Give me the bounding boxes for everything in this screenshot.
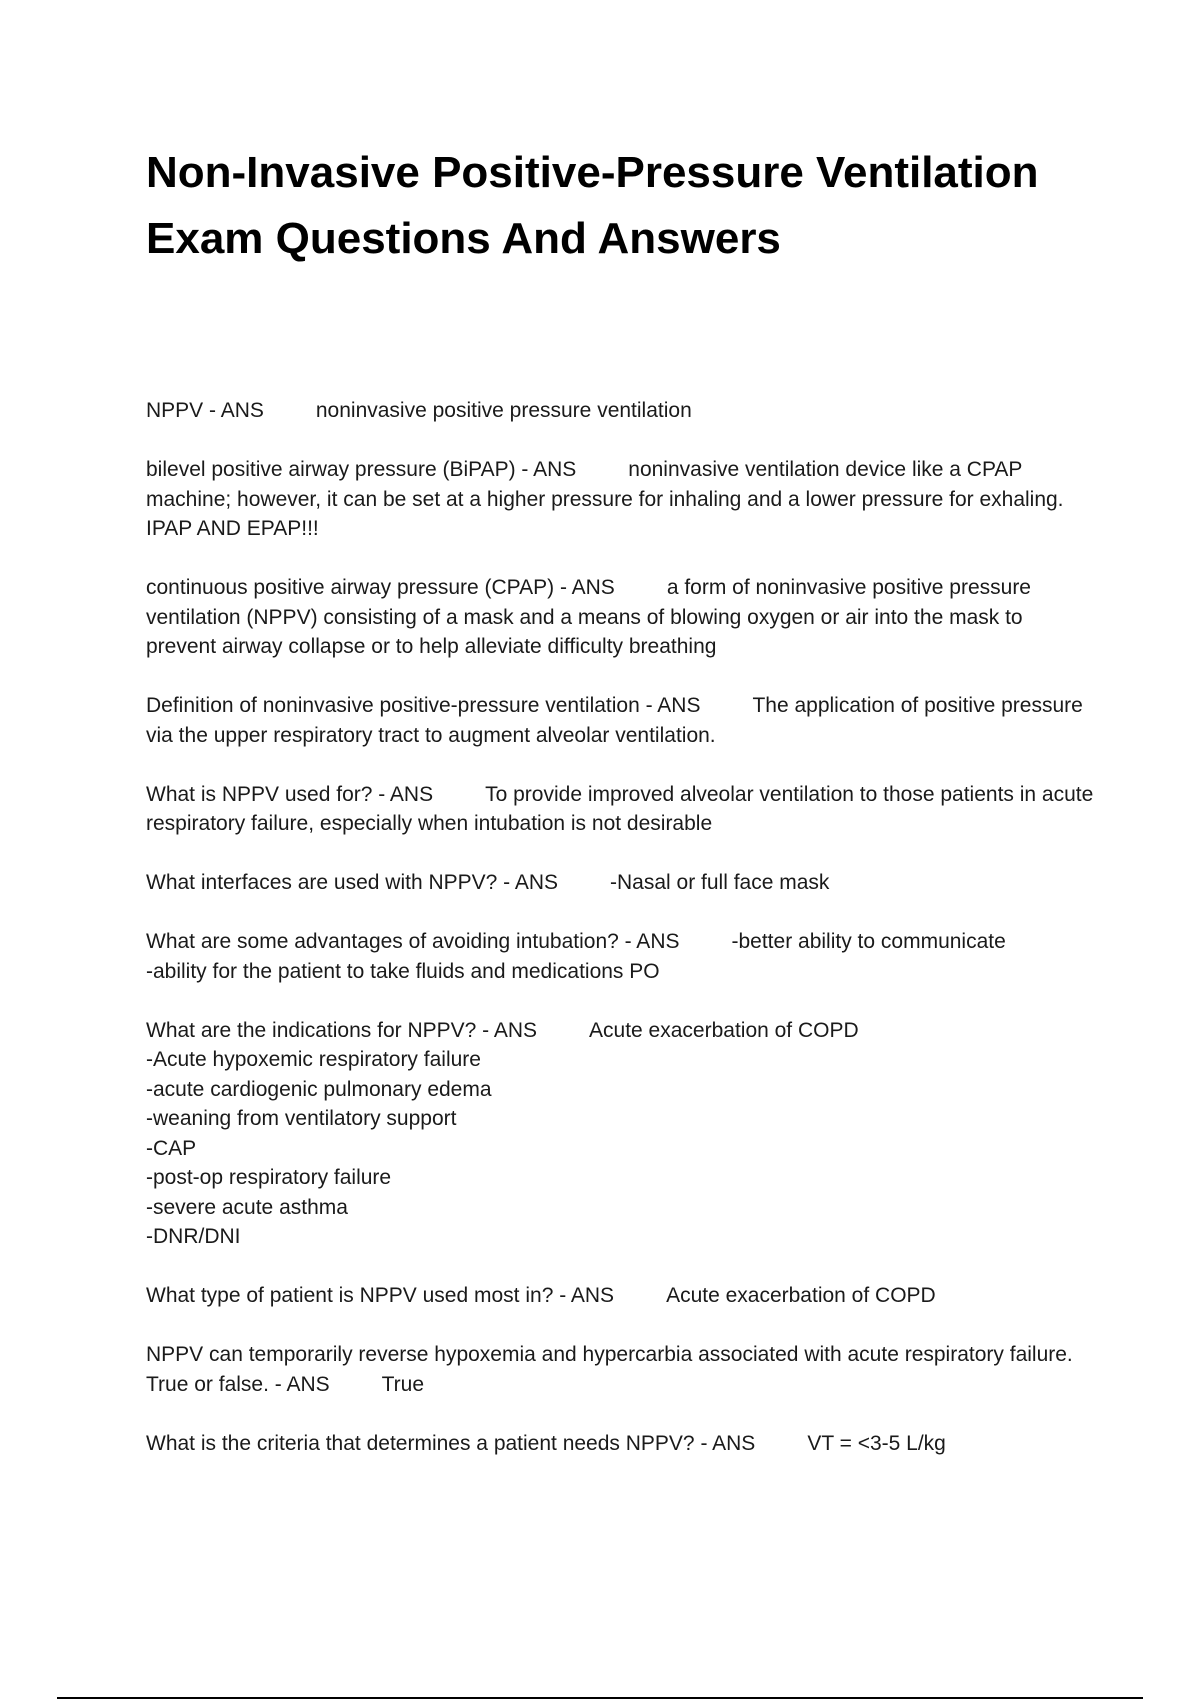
qa-answer: -better ability to communicate <box>731 930 1006 953</box>
qa-question: NPPV - ANS <box>146 399 264 422</box>
qa-item <box>146 455 1096 544</box>
qa-question: continuous positive airway pressure (CPAP) - ANS <box>146 576 615 599</box>
qa-question: Definition of noninvasive positive-pressure ventilation - ANS <box>146 694 701 717</box>
qa-answer: True <box>381 1372 425 1396</box>
qa-list <box>146 396 1096 1488</box>
qa-answer: a form of noninvasive positive pressure ventilation (NPPV) consisting of a mask and a means of blowing oxygen or air into the mask to prevent airway collapse or to help alleviate difficulty breathing <box>146 576 1031 658</box>
page-title-line-1: Non-Invasive Positive-Pressure Ventilation <box>146 148 1039 197</box>
qa-answer: Acute exacerbation of COPD <box>666 1284 936 1307</box>
qa-question: What are the indications for NPPV? - ANS <box>146 1018 538 1042</box>
qa-item <box>146 780 1096 839</box>
qa-item <box>146 573 1096 662</box>
qa-item <box>146 691 1096 750</box>
qa-item <box>146 927 1096 986</box>
qa-answer-line: -CAP <box>146 1136 197 1160</box>
page-title <box>146 140 1106 272</box>
qa-question: What is the criteria that determines a patient needs NPPV? - ANS <box>146 1431 756 1455</box>
footer-divider <box>57 1697 1143 1699</box>
qa-item <box>146 1429 1096 1459</box>
qa-item <box>146 1281 1096 1311</box>
qa-item <box>146 868 1096 898</box>
qa-answer-line: -severe acute asthma <box>146 1195 348 1219</box>
qa-question: bilevel positive airway pressure (BiPAP) - ANS <box>146 458 577 481</box>
qa-answer-line: -acute cardiogenic pulmonary edema <box>146 1077 492 1101</box>
qa-item <box>146 1340 1096 1399</box>
qa-answer-line: -DNR/DNI <box>146 1225 241 1248</box>
qa-answer-line: -ability for the patient to take fluids and medications PO <box>146 959 660 983</box>
qa-answer: VT = <3-5 L/kg <box>807 1431 946 1455</box>
qa-question: What type of patient is NPPV used most in? - ANS <box>146 1284 615 1307</box>
qa-answer: The application of positive pressure via the upper respiratory tract to augment alveolar ventilation. <box>146 694 1083 747</box>
qa-question: NPPV can temporarily reverse hypoxemia and hypercarbia associated with acute respiratory failure. True or false. - ANS <box>146 1343 1073 1396</box>
qa-answer: Acute exacerbation of COPD <box>589 1018 859 1042</box>
qa-answer: To provide improved alveolar ventilation to those patients in acute respiratory failure, especially when intubation is not desirable <box>146 782 1094 835</box>
qa-item <box>146 396 1096 426</box>
qa-answer-line: -weaning from ventilatory support <box>146 1107 457 1130</box>
qa-item <box>146 1016 1096 1252</box>
qa-answer: -Nasal or full face mask <box>610 871 830 894</box>
qa-answer: noninvasive ventilation device like a CPAP machine; however, it can be set at a higher pressure for inhaling and a lower pressure for exhaling. IPAP AND EPAP!!! <box>146 458 1064 540</box>
qa-question: What interfaces are used with NPPV? - ANS <box>146 871 559 894</box>
qa-question: What are some advantages of avoiding intubation? - ANS <box>146 930 680 953</box>
page-title-line-2: Exam Questions And Answers <box>146 214 781 263</box>
qa-answer-line: -Acute hypoxemic respiratory failure <box>146 1048 481 1071</box>
qa-question: What is NPPV used for? - ANS <box>146 782 434 806</box>
qa-answer: noninvasive positive pressure ventilation <box>315 399 692 422</box>
qa-answer-line: -post-op respiratory failure <box>146 1166 392 1189</box>
